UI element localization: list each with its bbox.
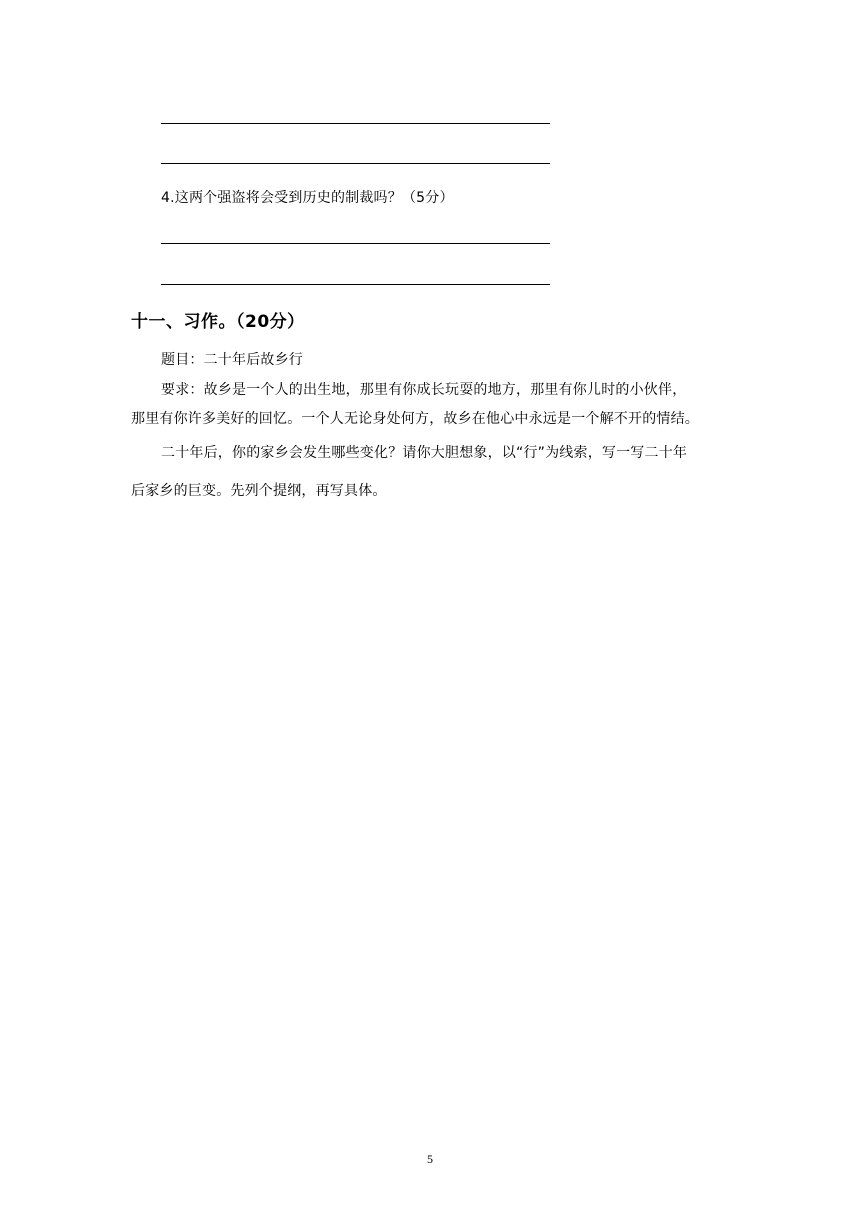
essay-requirements-line: 那里有你许多美好的回忆。一个人无论身处何方，故乡在他心中永远是一个解不开的情结。 [131, 411, 699, 427]
essay-instructions-line: 后家乡的巨变。先列个提纲，再写具体。 [131, 483, 387, 499]
answer-line [161, 284, 550, 285]
answer-line [161, 123, 550, 124]
essay-topic: 题目：二十年后故乡行 [161, 352, 303, 368]
answer-line [161, 243, 550, 244]
essay-requirements-line: 要求：故乡是一个人的出生地，那里有你成长玩耍的地方，那里有你儿时的小伙伴， [161, 382, 687, 398]
essay-instructions-line: 二十年后，你的家乡会发生哪些变化？请你大胆想象，以“行”为线索，写一写二十年 [161, 445, 688, 461]
page-number: 5 [427, 1152, 433, 1166]
section-heading: 十一、习作。（20分） [131, 312, 305, 332]
question-4: 4.这两个强盗将会受到历史的制裁吗？（5分） [161, 190, 454, 206]
answer-line [161, 163, 550, 164]
